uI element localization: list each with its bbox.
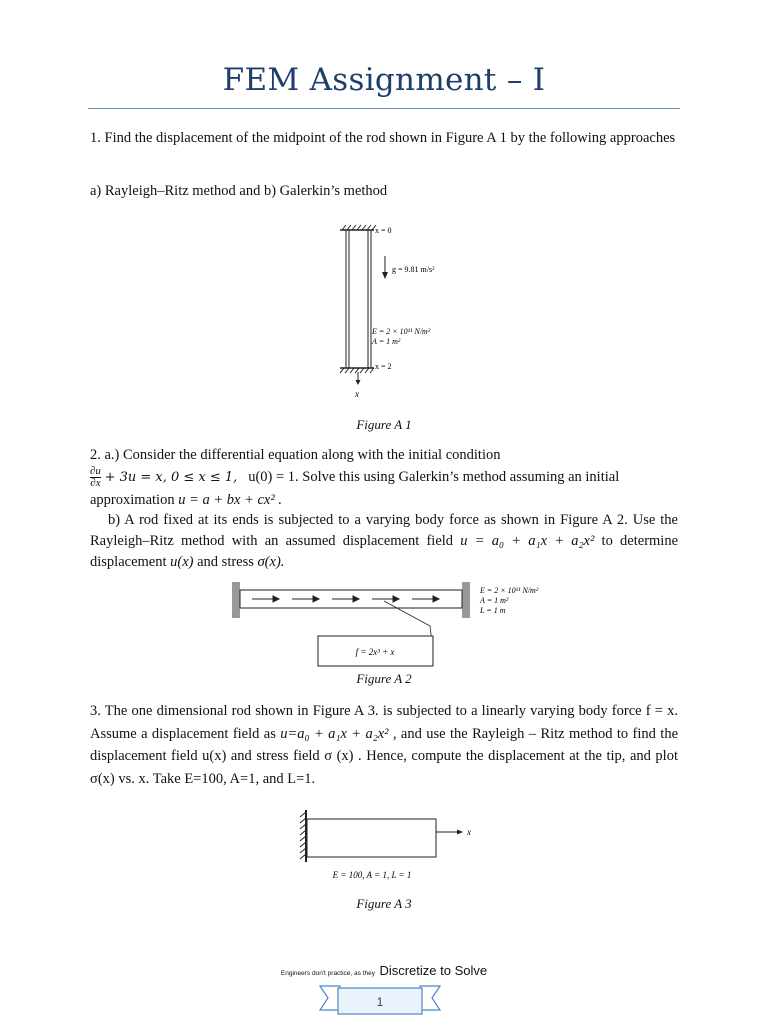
figure-a1-axis-arrow-icon — [356, 372, 361, 385]
figure-a1-rod — [346, 230, 371, 368]
frac-denominator: ∂x — [90, 477, 101, 490]
figure-a1-x0-label: x = 0 — [375, 226, 392, 235]
figure-a3 — [290, 806, 490, 886]
stress-symbol: σ(x). — [257, 554, 285, 570]
footer-small-text: Engineers don't practice, as they — [280, 970, 375, 977]
question-3-text — [90, 700, 678, 790]
figure-a2-left-wall — [232, 582, 240, 618]
initial-condition: u(0) = 1. Solve this using Galerkin’s method assuming an initial — [248, 469, 620, 485]
approx-label: approximation — [90, 492, 175, 508]
figure-a3-caption: Figure A 3 — [356, 896, 412, 911]
question-3-text-part2: , and use the Rayleigh – Ritz method to find the displacement field u(x) and stress field σ (x) . Hence, compute the displacement at the tip, and plot σ(x) vs. x. Take E=100, A=1, and L=1. — [90, 725, 679, 787]
title-underline — [88, 108, 680, 109]
gravity-arrow-icon — [382, 256, 388, 279]
figure-a1-bottom-support — [340, 368, 374, 373]
figure-a1 — [330, 222, 480, 402]
question-2a-equation-line — [90, 465, 678, 490]
figure-a2-L-label: L = 1 m — [480, 606, 506, 615]
figure-a3-fixed-wall — [300, 810, 306, 862]
page-number: 1 — [376, 995, 384, 1009]
footer-tagline — [0, 962, 768, 980]
question-3-text-part1: 3. The one dimensional rod shown in Figure A 3. is subjected to a linearly varying body force f = x. Assume a displacement field as — [90, 703, 678, 742]
question-2b-text — [90, 510, 678, 573]
figure-a1-g-label: g = 9.81 m/s² — [392, 265, 435, 274]
question-3-displacement-field: u=a₀ + a₁x + a₂x² — [280, 725, 389, 742]
figure-a2-caption: Figure A 2 — [356, 671, 412, 686]
figure-a3-axis-arrow-icon — [436, 830, 463, 835]
figure-a3-props-label: E = 100, A = 1, L = 1 — [332, 870, 412, 880]
figure-a2-A-label: A = 1 m² — [480, 596, 509, 605]
figure-a2 — [226, 578, 566, 670]
question-1-text: 1. Find the displacement of the midpoint of the rod shown in Figure A 1 by the following approaches — [90, 130, 676, 146]
figure-a1-caption: Figure A 1 — [356, 417, 412, 432]
figure-a1-A-label: A = 1 m² — [372, 337, 401, 346]
figure-a1-x2-label: x = 2 — [375, 362, 392, 371]
question-2a-intro: 2. a.) Consider the differential equation along with the initial condition — [90, 447, 501, 463]
derivative-fraction — [90, 466, 101, 489]
question-2b-text-part1: b) A rod fixed at its ends is subjected to a varying body force as shown in Figure A 2. Use the Rayleigh–Ritz method with an assumed displacement field — [90, 512, 678, 549]
page-title: FEM Assignment – I — [222, 62, 546, 98]
figure-a3-rod — [307, 819, 436, 857]
footer-big-text: Discretize to Solve — [379, 963, 488, 978]
question-1-methods: a) Rayleigh–Ritz method and b) Galerkin’s method — [90, 183, 388, 199]
ribbon-right-tail — [420, 986, 440, 1010]
ribbon-left-tail — [320, 986, 340, 1010]
question-2b-text-part3: and stress — [197, 554, 254, 570]
question-2a-approx-line — [90, 490, 678, 511]
figure-a3-axis-label: x — [467, 827, 471, 837]
displacement-field: u = a₀ + a₁x + a₂x² — [460, 533, 595, 549]
question-2b-text-part2: to determine displacement — [90, 533, 679, 570]
page-number-ribbon — [318, 982, 442, 1018]
frac-numerator: ∂u — [90, 465, 101, 478]
figure-a1-axis-label: x — [355, 389, 359, 399]
figure-a1-top-support — [340, 225, 376, 230]
displacement-symbol: u(x) — [170, 554, 194, 570]
figure-a2-E-label: E = 2 × 10¹¹ N/m² — [480, 586, 539, 595]
figure-a1-E-label: E = 2 × 10¹¹ N/m² — [372, 327, 431, 336]
figure-a2-right-wall — [462, 582, 470, 618]
equation: + 3u = x, 0 ≤ x ≤ 1, — [104, 470, 238, 485]
approx-function: u = a + bx + cx² . — [178, 492, 282, 508]
figure-a2-force-label: f = 2x³ + x — [355, 647, 395, 657]
